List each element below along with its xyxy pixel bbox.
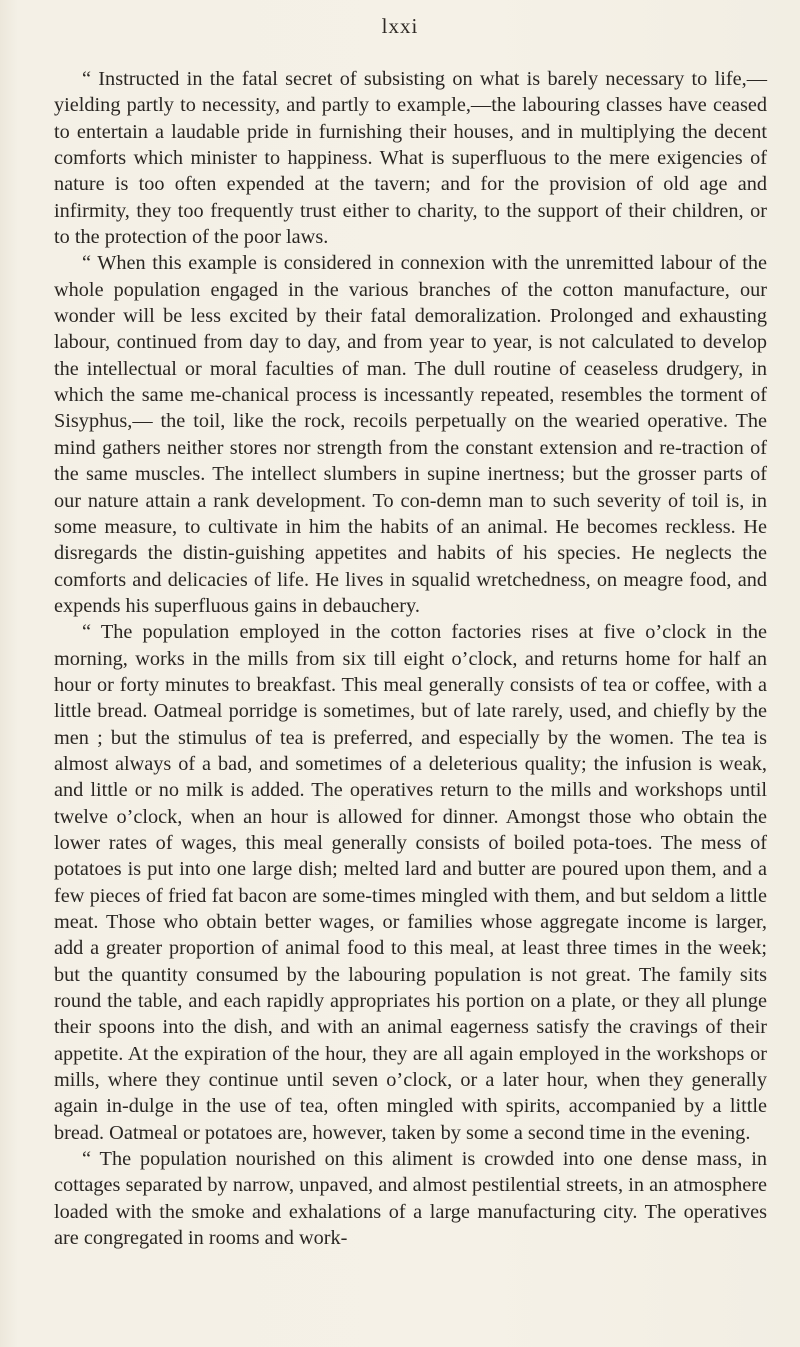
paragraph-daily-meals: “ The population employed in the cotton factories rises at five o’clock in the morning, works in the mills from six till eight o’clock, and returns home for half an hour or forty minutes to breakfast. This meal generally consists of tea or coffee, with a little bread. Oatmeal porridge is sometimes, but of late rarely, used, and chiefly by the men ; but the stimulus of tea is preferred, and especially by the women. The tea is almost always of a bad, and sometimes of a deleterious quality; the infusion is weak, and little or no milk is added. The operatives return to the mills and workshops until twelve o’clock, when an hour is allowed for dinner. Amongst those who obtain the lower rates of wages, this meal generally consists of boiled pota-toes. The mess of potatoes is put into one large dish; melted lard and butter are poured upon them, and a few pieces of fried fat bacon are some-times mingled with them, and but seldom a little meat. Those who obtain better wages, or families whose aggregate income is larger, add a greater proportion of animal food to this meal, at least three times in the week; but the quantity consumed by the labouring population is not great. The family sits round the table, and each rapidly appropriates his portion on a plate, or they all plunge their spoons into the dish, and with an animal eagerness satisfy the cravings of their appetite. At the expiration of the hour, they are all again employed in the workshops or mills, where they continue until seven o’clock, or a later hour, when they generally again in-dulge in the use of tea, often mingled with spirits, accompanied by a little bread. Oatmeal or potatoes are, however, taken by some a second time in the evening. (54, 621, 767, 1144)
body-text (54, 66, 767, 1251)
paragraph-crowded-dwellings: “ The population nourished on this aliment is crowded into one dense mass, in cottages separated by narrow, unpaved, and almost pestilential streets, in an atmosphere loaded with the smoke and exhalations of a large manufacturing city. The operatives are congregated in rooms and work- (54, 1148, 767, 1250)
paragraph-instructed: “ Instructed in the fatal secret of subsisting on what is barely necessary to life,—yielding partly to necessity, and partly to example,—the labouring classes have ceased to entertain a laudable pride in furnishing their houses, and in multiplying the decent comforts which minister to happiness. What is superfluous to the mere exigencies of nature is too often expended at the tavern; and for the provision of old age and infirmity, they too frequently trust either to charity, to the support of their children, or to the protection of the poor laws. (54, 68, 767, 249)
paragraph-unremitted-labour: “ When this example is considered in connexion with the unremitted labour of the whole population engaged in the various branches of the cotton manufacture, our wonder will be less excited by their fatal demoralization. Prolonged and exhausting labour, continued from day to day, and from year to year, is not calculated to develop the intellectual or moral faculties of man. The dull routine of ceaseless drudgery, in which the same me-chanical process is incessantly repeated, resembles the torment of Sisyphus,— the toil, like the rock, recoils perpetually on the wearied operative. The mind gathers neither stores nor strength from the constant extension and re-traction of the same muscles. The intellect slumbers in supine inertness; but the grosser parts of our nature attain a rank development. To con-demn man to such severity of toil is, in some measure, to cultivate in him the habits of an animal. He becomes reckless. He disregards the distin-guishing appetites and habits of his species. He neglects the comforts and delicacies of life. He lives in squalid wretchedness, on meagre food, and expends his superfluous gains in debauchery. (54, 252, 767, 617)
page-number: lxxi (381, 14, 419, 38)
